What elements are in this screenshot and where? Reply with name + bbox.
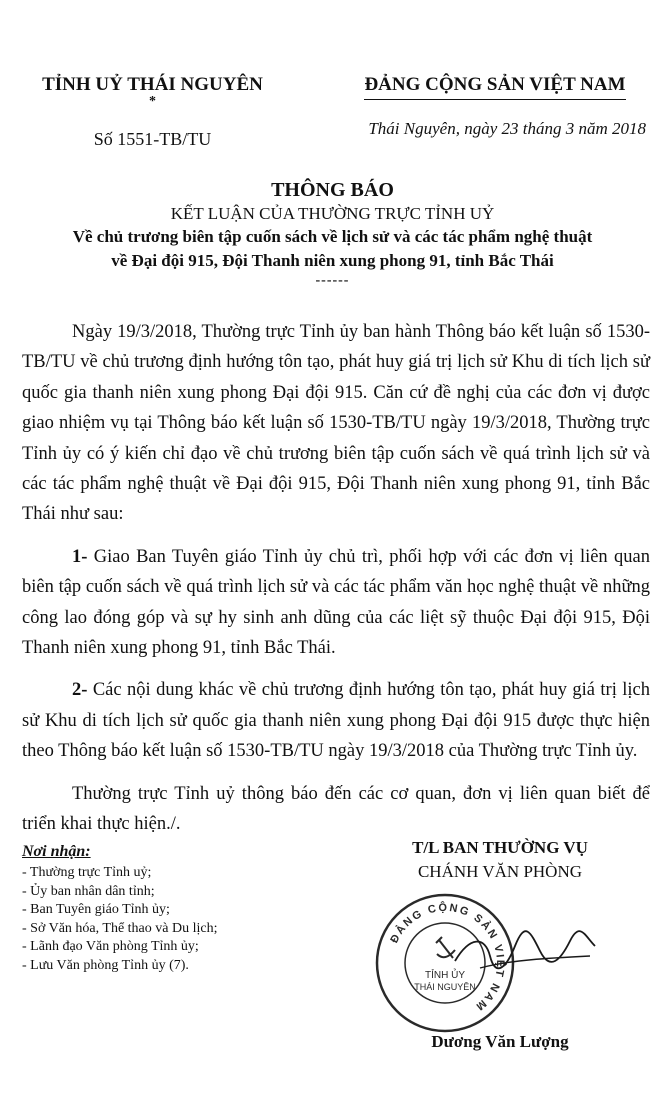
- seal-center-line-2: THÁI NGUYÊN: [414, 982, 476, 992]
- body-paragraph-item-2: [22, 675, 650, 766]
- recipient-item: - Lưu Văn phòng Tỉnh ủy (7).: [22, 957, 322, 976]
- title-separator: ------: [315, 273, 350, 288]
- document-type: THÔNG BÁO: [271, 179, 394, 201]
- recipient-item: - Sở Văn hóa, Thể thao và Du lịch;: [22, 920, 322, 939]
- document-subject-line-2: về Đại đội 915, Đội Thanh niên xung phong 91, tỉnh Bắc Thái: [111, 251, 554, 270]
- recipient-item: - Thường trực Tỉnh uỷ;: [22, 864, 322, 883]
- body-paragraph-item-1: [22, 542, 650, 664]
- document-title-block: [0, 177, 665, 289]
- recipient-item: - Ban Tuyên giáo Tỉnh ủy;: [22, 901, 322, 920]
- body-paragraph-intro: Ngày 19/3/2018, Thường trực Tỉnh ủy ban hành Thông báo kết luận số 1530-TB/TU về chủ trương định hướng tôn tạo, phát huy giá trị lịch sử Khu di tích lịch sử quốc gia thanh niên xung phong Đại đội 915. Căn cứ đề nghị của các đơn vị được giao nhiệm vụ tại Thông báo kết luận số 1530-TB/TU ngày 19/3/2018, Thường trực Tỉnh ủy có ý kiến chỉ đạo về chủ trương biên tập cuốn sách về quá trình lịch sử và các tác phẩm nghệ thuật về Đại đội 915, Đội Thanh niên xung phong 91, tỉnh Bắc Thái như sau:: [22, 322, 650, 525]
- issuing-authority-block: [20, 72, 285, 152]
- recipients-title: Nơi nhận:: [22, 843, 91, 860]
- body-paragraph-closing: Thường trực Tỉnh uỷ thông báo đến các cơ quan, đơn vị liên quan biết để triển khai thực hiện./.: [22, 783, 650, 835]
- item-1-text: Giao Ban Tuyên giáo Tỉnh ủy chủ trì, phối hợp với các đơn vị liên quan biên tập cuốn sách về quá trình lịch sử và các tác phẩm văn học nghệ thuật về những công lao đóng góp và sự hy sinh anh dũng của các liệt sỹ thuộc Đại đội 915, Đội Thanh niên xung phong 91, tỉnh Bắc Thái.: [22, 546, 650, 659]
- recipients-list: [22, 864, 322, 976]
- recipient-item: - Lãnh đạo Văn phòng Tỉnh ủy;: [22, 938, 322, 957]
- party-name: ĐẢNG CỘNG SẢN VIỆT NAM: [364, 72, 625, 100]
- seal-ring-text: ĐẢNG CỘNG SẢN VIỆT NAM: [388, 901, 507, 1014]
- item-2-number: 2-: [72, 680, 88, 701]
- seal-center-line-1: TỈNH ỦY: [425, 970, 465, 981]
- signer-name: Dương Văn Lượng: [431, 1032, 569, 1051]
- document-subtitle: KẾT LUẬN CỦA THƯỜNG TRỰC TỈNH UỶ: [170, 204, 495, 223]
- signature-block: [370, 836, 630, 884]
- header-star: *: [149, 94, 156, 109]
- place-and-date: Thái Nguyên, ngày 23 tháng 3 năm 2018: [368, 119, 646, 138]
- handwritten-signature: [450, 916, 600, 986]
- item-1-number: 1-: [72, 546, 88, 567]
- issuing-organization: TỈNH UỶ THÁI NGUYÊN: [42, 74, 263, 95]
- recipient-item: - Ủy ban nhân dân tỉnh;: [22, 883, 322, 902]
- document-subject-line-1: Về chủ trương biên tập cuốn sách về lịch sử và các tác phẩm nghệ thuật: [72, 227, 593, 246]
- signer-title: CHÁNH VĂN PHÒNG: [417, 862, 583, 881]
- signer-authority: T/L BAN THƯỜNG VỤ: [412, 838, 588, 857]
- item-2-text: Các nội dung khác về chủ trương định hướng tôn tạo, phát huy giá trị lịch sử Khu di tích lịch sử quốc gia thanh niên xung phong Đại đội 915 được thực hiện theo Thông báo kết luận số 1530-TB/TU ngày 19/3/2018 của Thường trực Tỉnh ủy.: [22, 680, 650, 762]
- document-number: Số 1551-TB/TU: [93, 129, 212, 149]
- document-body: [22, 317, 650, 840]
- recipients-block: [22, 842, 322, 976]
- national-header-block: [340, 72, 650, 142]
